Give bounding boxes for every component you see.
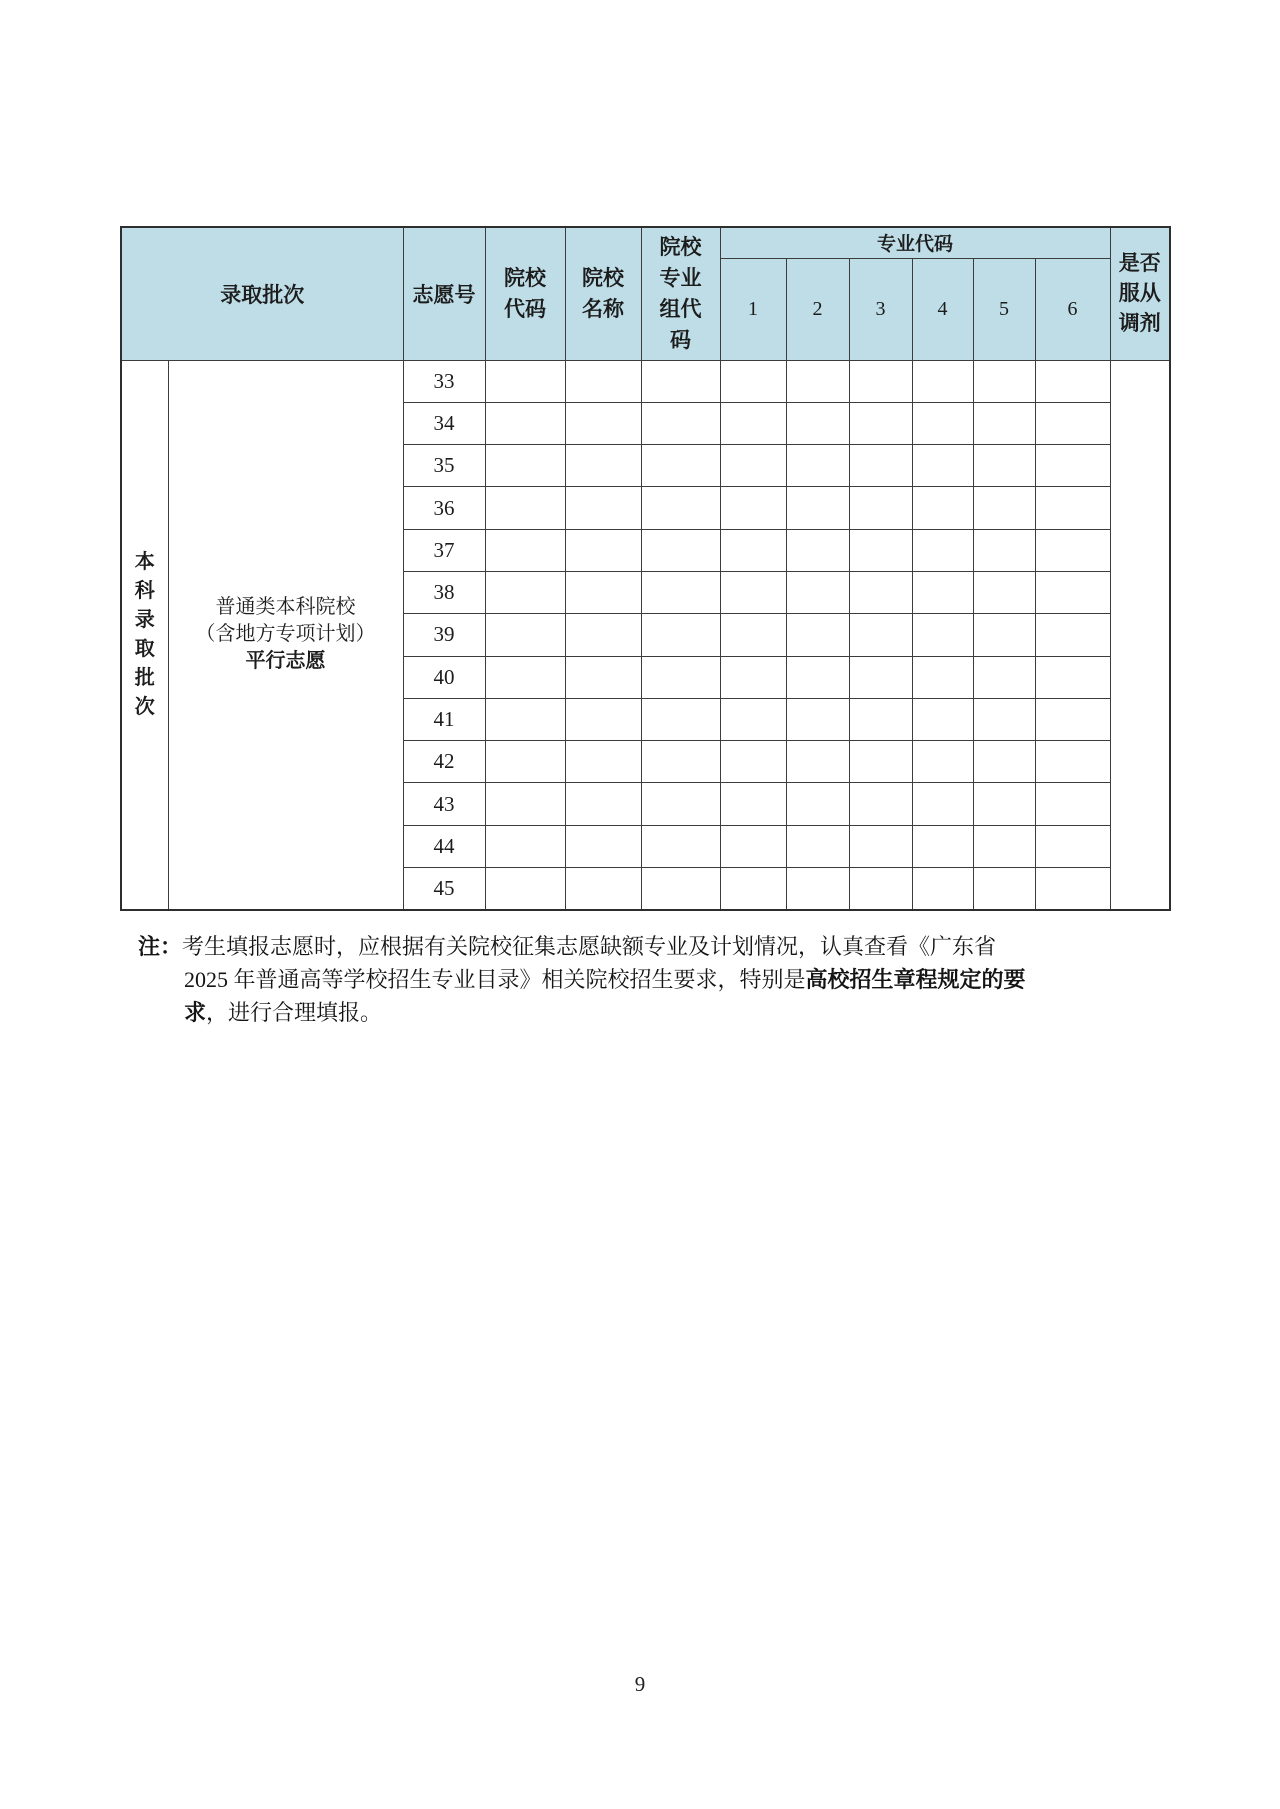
empty-cell (786, 825, 849, 867)
empty-cell (912, 741, 973, 783)
pref-no-cell: 42 (403, 741, 485, 783)
empty-cell (641, 741, 720, 783)
empty-cell (565, 614, 641, 656)
pref-no-cell: 34 (403, 402, 485, 444)
empty-cell (1035, 741, 1110, 783)
empty-cell (786, 402, 849, 444)
empty-cell (849, 825, 912, 867)
col-header-major-code-group: 专业代码 (720, 227, 1110, 258)
empty-cell (849, 529, 912, 571)
empty-cell (1035, 656, 1110, 698)
header-line: 专业 (659, 266, 702, 290)
empty-cell (973, 825, 1035, 867)
empty-cell (720, 571, 786, 613)
empty-cell (912, 529, 973, 571)
empty-cell (849, 360, 912, 402)
empty-cell (973, 487, 1035, 529)
empty-cell (720, 656, 786, 698)
empty-cell (641, 402, 720, 444)
empty-cell (973, 529, 1035, 571)
empty-cell (912, 783, 973, 825)
empty-cell (849, 614, 912, 656)
pref-no-cell: 38 (403, 571, 485, 613)
empty-cell (485, 445, 565, 487)
pref-no-cell: 33 (403, 360, 485, 402)
empty-cell (641, 614, 720, 656)
empty-cell (565, 445, 641, 487)
empty-cell (786, 487, 849, 529)
empty-cell (973, 656, 1035, 698)
empty-cell (565, 825, 641, 867)
empty-cell (485, 783, 565, 825)
empty-cell (849, 445, 912, 487)
empty-cell (485, 614, 565, 656)
empty-cell (485, 825, 565, 867)
empty-cell (1035, 698, 1110, 740)
empty-cell (973, 741, 1035, 783)
empty-cell (849, 571, 912, 613)
empty-cell (485, 698, 565, 740)
empty-cell (973, 360, 1035, 402)
footnote-text: 考生填报志愿时，应根据有关院校征集志愿缺额专业及计划情况，认真查看《广东省 2025 年普通高等学校招生专业目录》相关院校招生要求，特别是 (182, 934, 997, 992)
empty-cell (849, 698, 912, 740)
col-header-major-code-4: 4 (912, 258, 973, 360)
empty-cell (720, 868, 786, 910)
col-header-institution-code (485, 227, 565, 360)
empty-cell (641, 571, 720, 613)
empty-cell (786, 614, 849, 656)
pref-no-cell: 37 (403, 529, 485, 571)
col-header-major-code-1: 1 (720, 258, 786, 360)
empty-cell (849, 402, 912, 444)
empty-cell (565, 529, 641, 571)
header-line: 是否 (1118, 251, 1161, 275)
col-header-major-code-5: 5 (973, 258, 1035, 360)
empty-cell (849, 741, 912, 783)
empty-cell (786, 360, 849, 402)
empty-cell (849, 868, 912, 910)
empty-cell (641, 529, 720, 571)
empty-cell (641, 656, 720, 698)
empty-cell (1035, 529, 1110, 571)
empty-cell (1035, 825, 1110, 867)
empty-cell (641, 445, 720, 487)
empty-cell (565, 698, 641, 740)
pref-no-cell: 43 (403, 783, 485, 825)
empty-cell (912, 487, 973, 529)
footnote-label: 注： (138, 934, 183, 959)
empty-cell (912, 360, 973, 402)
empty-cell (973, 698, 1035, 740)
batch-description-line: 普通类本科院校 (215, 596, 356, 619)
empty-cell (973, 402, 1035, 444)
empty-cell (912, 825, 973, 867)
empty-cell (641, 868, 720, 910)
empty-cell (912, 656, 973, 698)
batch-name-cell (121, 360, 168, 910)
empty-cell (720, 402, 786, 444)
header-line: 码 (670, 328, 691, 352)
empty-cell (786, 783, 849, 825)
empty-cell (641, 698, 720, 740)
header-line: 院校 (659, 235, 702, 259)
empty-cell (1035, 571, 1110, 613)
empty-cell (485, 571, 565, 613)
empty-cell (786, 868, 849, 910)
empty-cell (849, 783, 912, 825)
empty-cell (565, 402, 641, 444)
empty-cell (565, 571, 641, 613)
empty-cell (1035, 445, 1110, 487)
empty-cell (720, 741, 786, 783)
empty-cell (973, 614, 1035, 656)
empty-cell (485, 868, 565, 910)
empty-cell (565, 656, 641, 698)
col-header-major-code-2: 2 (786, 258, 849, 360)
empty-cell (565, 783, 641, 825)
empty-cell (786, 741, 849, 783)
empty-cell (485, 529, 565, 571)
empty-cell (485, 487, 565, 529)
header-line: 组代 (659, 297, 702, 321)
empty-cell (641, 825, 720, 867)
pref-no-cell: 40 (403, 656, 485, 698)
pref-no-cell: 41 (403, 698, 485, 740)
table-row (121, 360, 1170, 402)
empty-cell (849, 656, 912, 698)
empty-cell (1035, 868, 1110, 910)
empty-cell (912, 402, 973, 444)
batch-description-line: （含地方专项计划） (195, 623, 376, 646)
empty-cell (485, 402, 565, 444)
empty-cell (1035, 402, 1110, 444)
empty-cell (720, 360, 786, 402)
col-header-preference-number: 志愿号 (403, 227, 485, 360)
empty-cell (973, 783, 1035, 825)
col-header-obey-adjustment (1110, 227, 1170, 360)
col-header-major-group-code (641, 227, 720, 360)
pref-no-cell: 35 (403, 445, 485, 487)
empty-cell (849, 487, 912, 529)
batch-name-vertical: 本科录取批次 (134, 550, 155, 718)
empty-cell (720, 529, 786, 571)
empty-cell (1035, 360, 1110, 402)
empty-cell (565, 487, 641, 529)
empty-cell (912, 868, 973, 910)
empty-cell (485, 656, 565, 698)
empty-cell (1035, 614, 1110, 656)
empty-cell (973, 445, 1035, 487)
empty-cell (641, 487, 720, 529)
empty-cell (973, 868, 1035, 910)
empty-cell (912, 614, 973, 656)
empty-cell (641, 360, 720, 402)
empty-cell (565, 741, 641, 783)
header-row-top (121, 227, 1170, 258)
header-line: 院校 (504, 266, 546, 290)
batch-description-line: 平行志愿 (245, 650, 326, 673)
empty-cell (720, 614, 786, 656)
empty-cell (786, 445, 849, 487)
empty-cell (912, 571, 973, 613)
col-header-major-code-6: 6 (1035, 258, 1110, 360)
empty-cell (720, 825, 786, 867)
empty-cell (786, 698, 849, 740)
header-line: 代码 (504, 297, 546, 321)
empty-cell (1035, 487, 1110, 529)
batch-description-cell (168, 360, 403, 910)
empty-cell (973, 571, 1035, 613)
col-header-major-code-3: 3 (849, 258, 912, 360)
header-line: 调剂 (1118, 311, 1161, 335)
empty-cell (912, 445, 973, 487)
header-line: 院校 (582, 266, 624, 290)
empty-cell (786, 656, 849, 698)
footnote-paragraph (138, 930, 1043, 1029)
empty-cell (786, 529, 849, 571)
empty-cell (720, 698, 786, 740)
footnote-bold-text: 高校招生章程规定的要求 (184, 967, 1026, 1025)
empty-cell (485, 360, 565, 402)
col-header-admission-batch: 录取批次 (121, 227, 403, 360)
empty-cell (720, 487, 786, 529)
footnote-text: ，进行合理填报。 (206, 1000, 383, 1025)
empty-cell (1035, 783, 1110, 825)
empty-cell (565, 868, 641, 910)
page-number: 9 (634, 1672, 646, 1696)
pref-no-cell: 45 (403, 868, 485, 910)
header-line: 名称 (582, 297, 624, 321)
application-form-table (120, 226, 1171, 911)
col-header-institution-name (565, 227, 641, 360)
empty-cell (720, 783, 786, 825)
empty-cell (786, 571, 849, 613)
empty-cell (485, 741, 565, 783)
pref-no-cell: 44 (403, 825, 485, 867)
empty-cell (912, 698, 973, 740)
pref-no-cell: 39 (403, 614, 485, 656)
pref-no-cell: 36 (403, 487, 485, 529)
header-line: 服从 (1118, 281, 1161, 305)
empty-cell (565, 360, 641, 402)
empty-cell (641, 783, 720, 825)
footnote (138, 930, 1043, 1029)
empty-cell (720, 445, 786, 487)
